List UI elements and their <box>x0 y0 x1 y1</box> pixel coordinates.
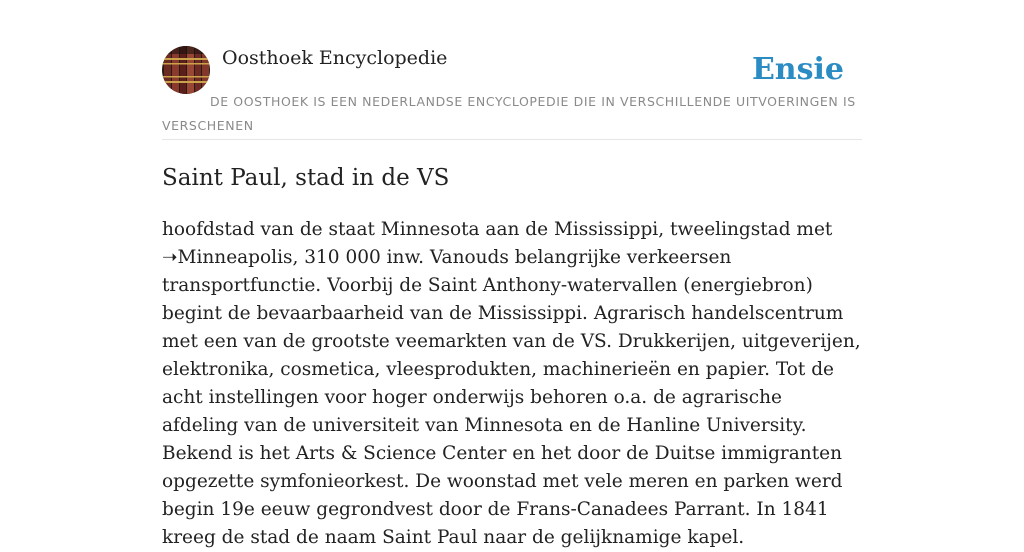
site-header <box>162 46 862 140</box>
site-title-link[interactable]: Oosthoek Encyclopedie <box>222 47 448 69</box>
ensie-logo-link[interactable]: Ensie <box>751 52 844 87</box>
book-spines-avatar-icon[interactable] <box>162 46 210 94</box>
article-body <box>162 216 862 552</box>
minneapolis-link[interactable] <box>162 247 293 268</box>
article-text-start: hoofdstad van de staat Minnesota aan de Mississippi, tweelingstad met <box>162 219 833 240</box>
site-description: DE OOSTHOEK IS EEN NEDERLANDSE ENCYCLOPEDIE DIE IN VERSCHILLENDE UITVOERINGEN IS VERSCHENEN <box>162 94 856 133</box>
link-arrow-icon: ➝ <box>162 247 178 268</box>
article-text-rest: , 310 000 inw. Vanouds belangrijke verkeersen transportfunctie. Voorbij de Saint Anthony-watervallen (energiebron) begint de bevaarbaarheid van de Mississippi. Agrarisch handelscentrum met een van de grootste veemarkten van de VS. Drukkerijen, uitgeverijen, elektronika, cosmetica, vleesprodukten, machinerieën en papier. Tot de acht instellingen voor hoger onderwijs behoren o.a. de agrarische afdeling van de universiteit van Minnesota en de Hanline University. Bekend is het Arts & Science Center en het door de Duitse immigranten opgezette symfonieorkest. De woonstad met vele meren en parken werd begin 19e eeuw gegrondvest door de Frans-Canadees Parrant. In 1841 kreeg de stad de naam Saint Paul naar de gelijknamige kapel. <box>162 247 861 548</box>
article-title: Saint Paul, stad in de VS <box>162 165 450 191</box>
minneapolis-link-text: Minneapolis <box>177 247 293 268</box>
